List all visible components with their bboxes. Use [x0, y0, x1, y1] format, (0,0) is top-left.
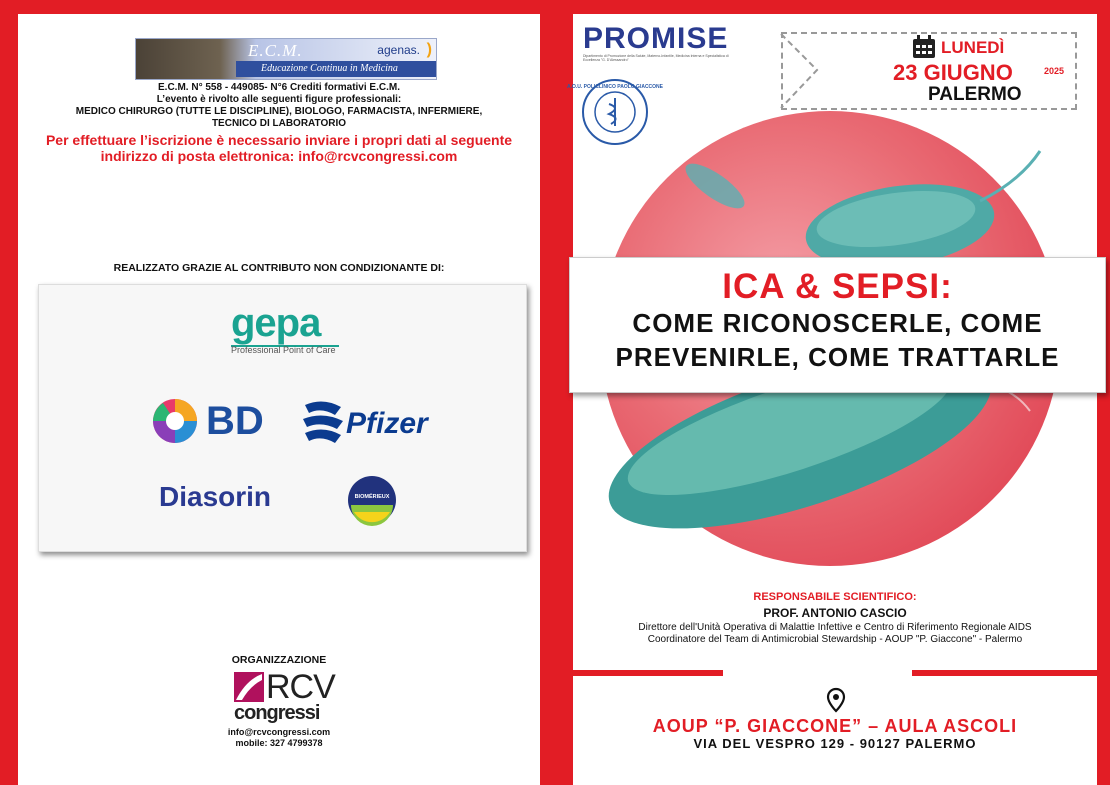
scientific-lead-name: PROF. ANTONIO CASCIO	[763, 606, 907, 620]
promise-subtitle: Dipartimento di Promozione della Salute, Materno-Infantile, Medicina Interna e Specialistica di Eccellenza "G. D'Alessandro"	[583, 54, 729, 62]
left-panel	[18, 14, 540, 785]
pfizer-helix-icon	[301, 397, 345, 445]
sponsor-box	[38, 284, 527, 552]
event-city: PALERMO	[928, 84, 1022, 105]
ecm-credits: E.C.M. N° 558 - 449085- N°6 Crediti formativi E.C.M.	[158, 82, 400, 93]
gepa-logo	[231, 303, 339, 355]
registration-line-2: indirizzo di posta elettronica: info@rcvcongressi.com	[100, 148, 458, 164]
event-title-box	[569, 257, 1106, 393]
rcv-logo	[234, 670, 334, 730]
divider-left	[573, 670, 723, 676]
event-subtitle	[570, 306, 1105, 374]
gepa-wordmark: gepa	[231, 301, 321, 345]
location-pin-icon	[827, 688, 845, 717]
rcv-email: info@rcvcongressi.com	[227, 727, 331, 737]
event-title: ICA & SEPSI:	[722, 267, 953, 306]
ecm-title: E.C.M.	[248, 41, 303, 60]
congressi-wordmark: congressi	[234, 702, 320, 724]
scientific-lead-label: RESPONSABILE SCIENTIFICO:	[753, 591, 917, 603]
event-date: 23 GIUGNO	[893, 60, 1013, 85]
rcv-wordmark: RCV	[266, 668, 335, 706]
event-subtitle-line-1: COME RICONOSCERLE, COME	[632, 308, 1043, 338]
scientific-lead-role-1: Direttore dell'Unità Operativa di Malattie Infettive e Centro di Riferimento Regionale AIDS	[638, 622, 1032, 633]
rcv-mark-icon	[234, 672, 264, 702]
ecm-banner	[135, 38, 437, 80]
bd-wordmark: BD	[206, 399, 264, 443]
promise-wordmark: PROMISE	[583, 22, 729, 55]
biomerieux-wordmark: BIOMÉRIEUX	[354, 494, 390, 500]
diasorin-logo: Diasorin	[159, 481, 272, 512]
policlinico-text: A.O.U. POLICLINICO PAOLO GIACCONE	[566, 84, 664, 90]
scientific-lead-role-2: Coordinatore del Team di Antimicrobial Stewardship - AOUP "P. Giaccone" - Palermo	[647, 634, 1023, 645]
ecm-target-intro: L’evento è rivolto alle seguenti figure professionali:	[156, 94, 402, 105]
registration-line-1: Per effettuare l’iscrizione è necessario inviare i propri dati al seguente	[45, 132, 513, 148]
registration-info	[18, 132, 540, 164]
biomerieux-badge-icon	[347, 475, 397, 525]
divider-right	[912, 670, 1097, 676]
organization-label: ORGANIZZAZIONE	[231, 654, 327, 666]
sponsor-label: REALIZZATO GRAZIE AL CONTRIBUTO NON CONDIZIONANTE DI:	[113, 262, 445, 274]
ecm-target-professions: MEDICO CHIRURGO (TUTTE LE DISCIPLINE), BIOLOGO, FARMACISTA, INFERMIERE,	[75, 106, 483, 117]
agenas-logo: agenas.	[377, 43, 420, 57]
event-year: 2025	[1044, 66, 1065, 76]
venue-name: AOUP “P. GIACCONE” – AULA ASCOLI	[652, 716, 1018, 736]
event-day: LUNEDÌ	[941, 38, 1005, 57]
ecm-target-lab: TECNICO DI LABORATORIO	[211, 118, 347, 129]
event-subtitle-line-2: PREVENIRLE, COME TRATTARLE	[615, 342, 1060, 372]
agenas-mark-icon: )	[426, 41, 432, 58]
rcv-mobile: mobile: 327 4799378	[235, 738, 323, 748]
gepa-tagline: Professional Point of Care	[231, 345, 336, 355]
bd-flower-icon	[151, 397, 199, 445]
ecm-subtitle: Educazione Continua in Medicina	[261, 63, 398, 74]
promise-logo	[583, 24, 733, 62]
biomerieux-logo	[347, 475, 397, 530]
right-panel	[566, 14, 1097, 785]
pfizer-wordmark: Pfizer	[346, 407, 428, 440]
venue-address: VIA DEL VESPRO 129 - 90127 PALERMO	[693, 736, 977, 751]
